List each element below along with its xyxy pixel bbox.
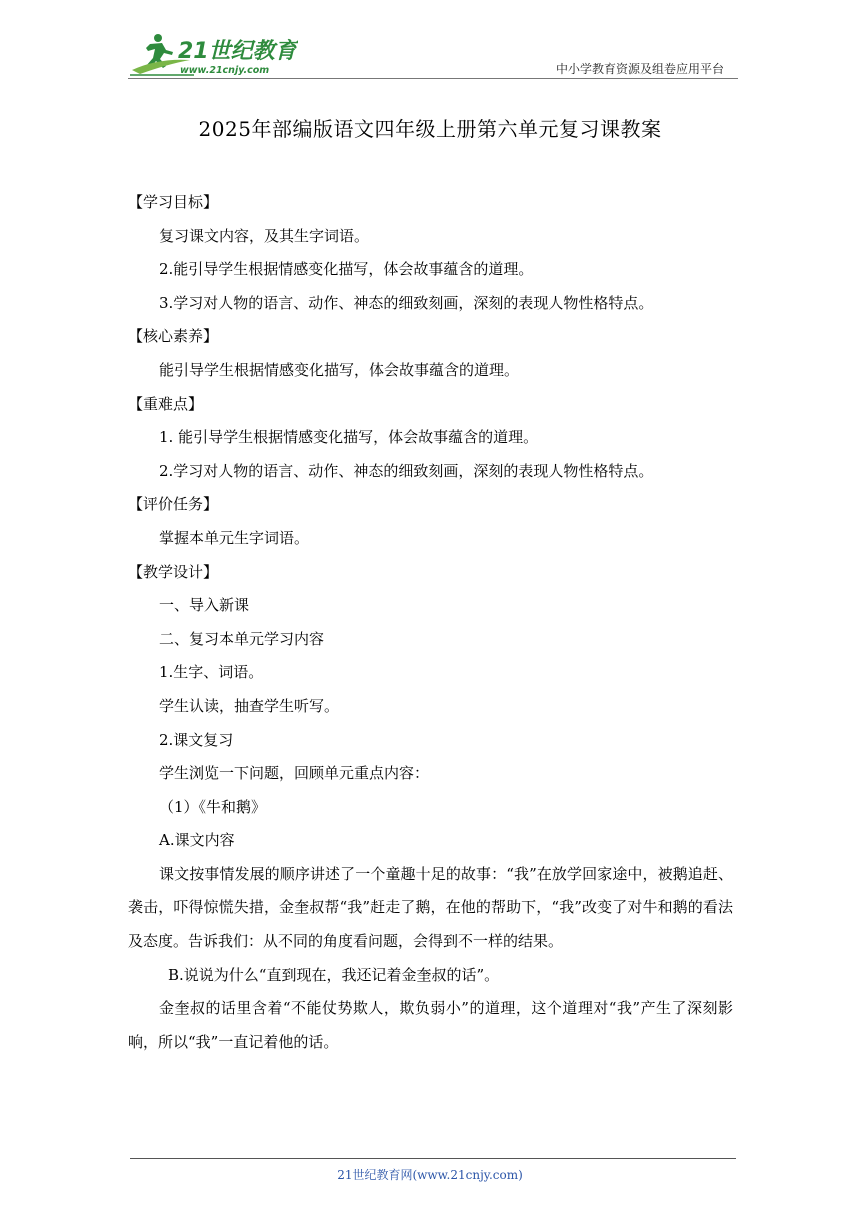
text-line: A.课文内容 — [159, 831, 235, 850]
platform-label: 中小学教育资源及组卷应用平台 — [555, 62, 724, 76]
text-line: 3.学习对人物的语言、动作、神态的细致刻画，深刻的表现人物性格特点。 — [159, 293, 654, 312]
text-line: 1.生字、词语。 — [159, 663, 264, 682]
document-title: 2025年部编版语文四年级上册第六单元复习课教案 — [198, 117, 662, 141]
paragraph-explanation: 金奎叔的话里含着“不能仗势欺人，欺负弱小”的道理，这个道理对“我”产生了深刻影响，所以“我”一直记着他的话。 — [128, 999, 733, 1051]
text-line: 2.能引导学生根据情感变化描写，体会故事蕴含的道理。 — [159, 260, 534, 279]
text-line: 2.课文复习 — [159, 730, 234, 749]
section-heading-goals: 【学习目标】 — [128, 193, 219, 211]
text-line: 一、导入新课 — [159, 596, 250, 615]
footer-divider — [130, 1158, 736, 1159]
text-line: 掌握本单元生字词语。 — [159, 528, 310, 547]
document-body — [128, 186, 733, 1059]
text-line: 学生浏览一下问题，回顾单元重点内容： — [159, 764, 430, 783]
text-line: 复习课文内容，及其生字词语。 — [159, 226, 370, 245]
text-line: 二、复习本单元学习内容 — [159, 629, 325, 648]
paragraph-summary: 课文按事情发展的顺序讲述了一个童趣十足的故事：“我”在放学回家途中，被鹅追赶、袭击，吓得惊慌失措，金奎叔帮“我”赶走了鹅，在他的帮助下，“我”改变了对牛和鹅的看法及态度。告诉我们：从不同的角度看问题，会得到不一样的结果。 — [128, 864, 733, 951]
footer-link[interactable]: 21世纪教育网(www.21cnjy.com) — [337, 1168, 523, 1182]
section-heading-keypoints: 【重难点】 — [128, 394, 204, 413]
text-line: 2.学习对人物的语言、动作、神态的细致刻画，深刻的表现人物性格特点。 — [159, 461, 654, 480]
logo-21cnjy — [128, 30, 298, 78]
section-heading-literacy: 【核心素养】 — [128, 327, 219, 346]
header-divider — [128, 78, 738, 79]
text-line: 能引导学生根据情感变化描写，体会故事蕴含的道理。 — [159, 360, 520, 379]
text-line: 学生认读，抽查学生听写。 — [159, 696, 340, 715]
section-heading-design: 【教学设计】 — [128, 562, 219, 581]
section-heading-assessment: 【评价任务】 — [128, 495, 219, 514]
svg-text:21世纪教育: 21世纪教育 — [178, 39, 297, 64]
page-header — [128, 30, 738, 80]
text-line: B.说说为什么“直到现在，我还记着金奎叔的话”。 — [168, 965, 500, 984]
text-line: 1. 能引导学生根据情感变化描写，体会故事蕴含的道理。 — [159, 428, 539, 447]
svg-text:www.21cnjy.com: www.21cnjy.com — [180, 65, 270, 76]
text-line: （1）《牛和鹅》 — [159, 797, 267, 816]
